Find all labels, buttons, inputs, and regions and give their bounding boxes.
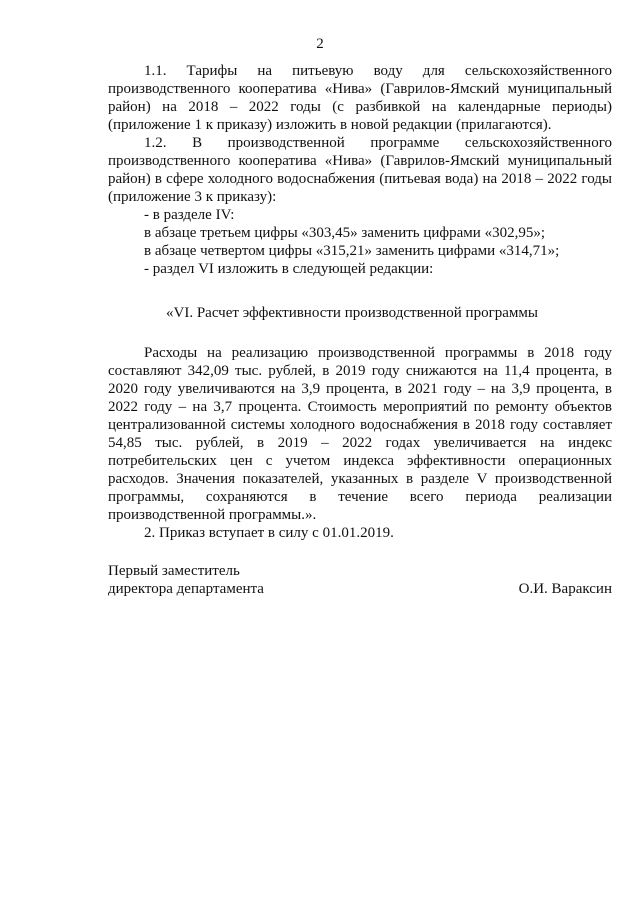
section-heading: «VI. Расчет эффективности производственной программы [166,305,538,321]
list-item-third-paragraph: в абзаце третьем цифры «303,45» заменить цифрами «302,95»; [144,225,545,241]
list-item-fourth-paragraph: в абзаце четвертом цифры «315,21» заменить цифрами «314,71»; [144,243,560,259]
signatory-position-line1: Первый заместитель [108,563,240,579]
list-item-section-iv: - в разделе IV: [144,207,235,223]
signature-block [108,562,612,598]
paragraph-program: 1.2. В производственной программе сельскохозяйственного производственного кооператива «Нива» (Гаврилов-Ямский муниципальный район) в сфере холодного водоснабжения (питьевая вода) на 2018 – 2022 годы (приложение 3 к приказу): [108,135,612,205]
paragraph-tariffs: 1.1. Тарифы на питьевую воду для сельскохозяйственного производственного кооператива «Нива» (Гаврилов-Ямский муниципальный район) на 2018 – 2022 годы (с разбивкой на календарные периоды) (приложение 1 к приказу) изложить в новой редакции (прилагаются). [108,63,612,133]
signatory-position-line2: директора департамента [108,581,264,597]
paragraph-expenses: Расходы на реализацию производственной программы в 2018 году составляют 342,09 тыс. рублей, в 2019 году снижаются на 11,4 процента, в 2020 году увеличиваются на 3,9 процента, в 2021 году – на 3,9 процента, в 2022 году – на 3,7 процента. Стоимость мероприятий по ремонту объектов централизованной системы холодного водоснабжения в 2018 году составляет 54,85 тыс. рублей, в 2019 – 2022 годах увеличивается на индекс потребительских цен с учетом индекса эффективности операционных расходов. Значения показателей, указанных в разделе V производственной программы, сохраняются в течение всего периода реализации производственной программы.». [108,345,612,523]
document-body [108,62,612,542]
signature-row [108,580,612,598]
paragraph-effective-date: 2. Приказ вступает в силу с 01.01.2019. [144,525,394,541]
page-number: 2 [316,36,324,52]
list-item-section-vi: - раздел VI изложить в следующей редакции: [144,261,434,277]
signatory-name: О.И. Вараксин [518,581,612,597]
